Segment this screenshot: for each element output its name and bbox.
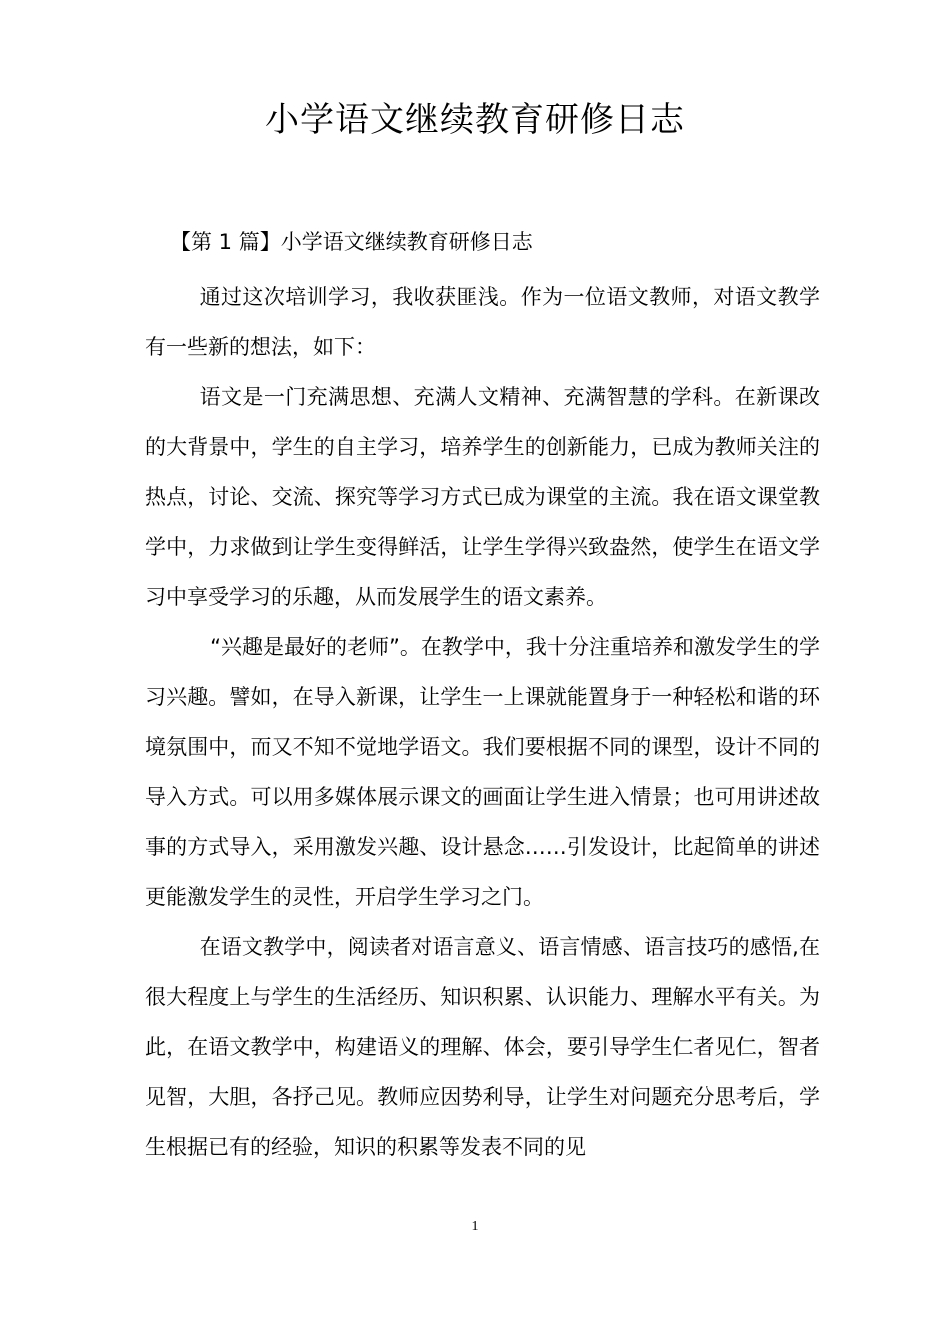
paragraph-reading: 在语文教学中，阅读者对语言意义、语言情感、语言技巧的感悟,在很大程度上与学生的生活经历、知识积累、认识能力、理解水平有关。为此，在语文教学中，构建语义的理解、体会，要引导学生仁者见仁，智者见智，大胆，各抒己见。教师应因势利导，让学生对问题充分思考后，学生根据已有的经验，知识的积累等发表不同的见 bbox=[145, 935, 820, 1159]
paragraph-intro: 通过这次培训学习，我收获匪浅。作为一位语文教师，对语文教学有一些新的想法，如下： bbox=[145, 285, 820, 359]
page-number: 1 bbox=[471, 1219, 479, 1234]
document-title: 小学语文继续教育研修日志 bbox=[265, 100, 685, 140]
article-heading: 【第 1 篇】小学语文继续教育研修日志 bbox=[170, 230, 533, 254]
paragraph-interest: “兴趣是最好的老师”。在教学中，我十分注重培养和激发学生的学习兴趣。譬如，在导入新课，让学生一上课就能置身于一种轻松和谐的环境氛围中，而又不知不觉地学语文。我们要根据不同的课型，设计不同的导入方式。可以用多媒体展示课文的画面让学生进入情景；也可用讲述故事的方式导入，采用激发兴趣、设计悬念……引发设计，比起简单的讲述更能激发学生的灵性，开启学生学习之门。 bbox=[145, 635, 820, 909]
paragraph-chinese-subject: 语文是一门充满思想、充满人文精神、充满智慧的学科。在新课改的大背景中，学生的自主学习，培养学生的创新能力，已成为教师关注的热点，讨论、交流、探究等学习方式已成为课堂的主流。我在语文课堂教学中，力求做到让学生变得鲜活，让学生学得兴致盎然，使学生在语文学习中享受学习的乐趣，从而发展学生的语文素养。 bbox=[145, 385, 820, 609]
document-body bbox=[145, 272, 820, 1172]
